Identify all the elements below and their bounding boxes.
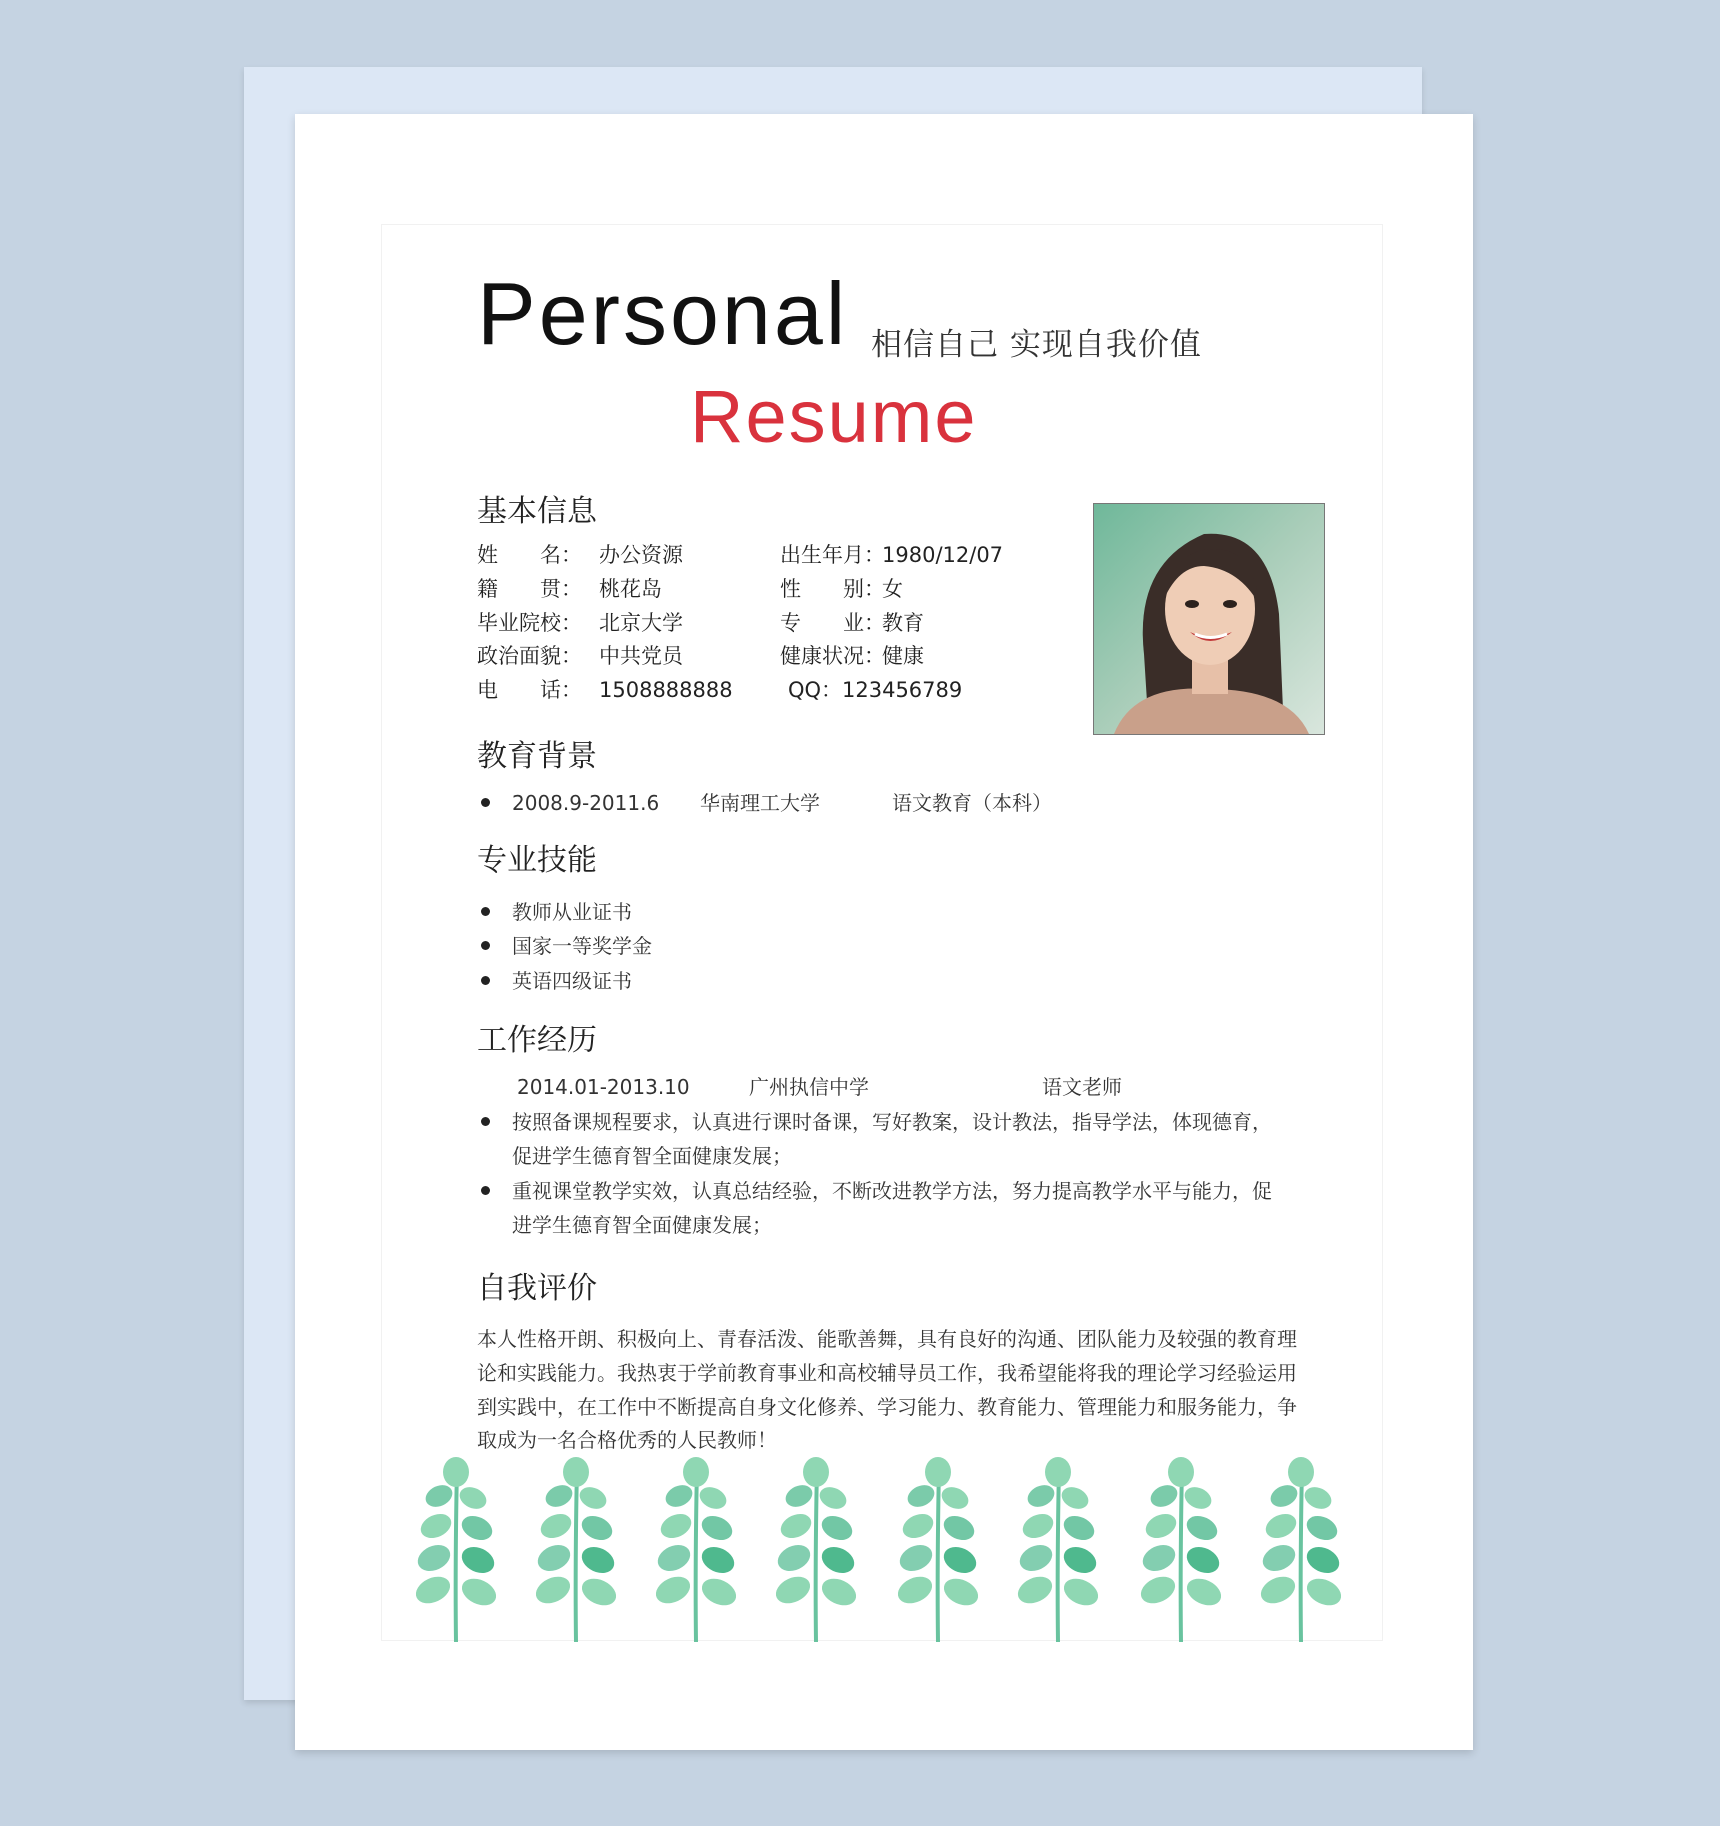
bullet-dot bbox=[481, 798, 490, 807]
info-value-origin: 桃花岛 bbox=[599, 577, 662, 601]
leaf-branch-icon bbox=[411, 1456, 501, 1642]
bullet-dot bbox=[481, 941, 490, 950]
work-duty-line: 按照备课规程要求，认真进行课时备课，写好教案，设计教法，指导学法，体现德育， bbox=[512, 1110, 1272, 1134]
self-eval-line: 到实践中，在工作中不断提高自身文化修养、学习能力、教育能力、管理能力和服务能力，争 bbox=[477, 1395, 1297, 1419]
self-eval-line: 论和实践能力。我热衷于学前教育事业和高校辅导员工作，我希望能将我的理论学习经验运用 bbox=[477, 1361, 1297, 1385]
bullet-dot bbox=[481, 1117, 490, 1126]
section-title-skills: 专业技能 bbox=[477, 843, 597, 878]
self-eval-line: 本人性格开朗、积极向上、青春活泼、能歌善舞，具有良好的沟通、团队能力及较强的教育理 bbox=[477, 1327, 1297, 1351]
info-label-health: 健康状况： bbox=[780, 644, 885, 668]
education-period: 2008.9-2011.6 bbox=[512, 791, 660, 815]
info-label-gender: 性 别： bbox=[780, 577, 885, 601]
bullet-dot bbox=[481, 907, 490, 916]
info-value-major: 教育 bbox=[882, 611, 924, 635]
info-value-birth: 1980/12/07 bbox=[882, 543, 1004, 567]
work-period: 2014.01-2013.10 bbox=[517, 1075, 690, 1099]
leaf-branch-icon bbox=[531, 1456, 621, 1642]
bullet-dot bbox=[481, 1186, 490, 1195]
section-title-work: 工作经历 bbox=[477, 1023, 597, 1058]
title-resume: Resume bbox=[690, 375, 978, 458]
skill-item: 教师从业证书 bbox=[512, 900, 632, 924]
work-duty-line: 重视课堂教学实效，认真总结经验，不断改进教学方法，努力提高教学水平与能力，促 bbox=[512, 1179, 1272, 1203]
work-position: 语文老师 bbox=[1042, 1075, 1122, 1099]
work-duty-line: 进学生德育智全面健康发展； bbox=[512, 1213, 772, 1237]
section-title-self-eval: 自我评价 bbox=[477, 1271, 597, 1306]
title-personal: Personal bbox=[477, 264, 849, 363]
info-value-political: 中共党员 bbox=[599, 644, 683, 668]
leaf-branch-icon bbox=[1256, 1456, 1346, 1642]
info-label-origin: 籍 贯： bbox=[477, 577, 582, 601]
leaf-branch-icon bbox=[771, 1456, 861, 1642]
section-title-education: 教育背景 bbox=[477, 739, 597, 774]
portrait-photo bbox=[1093, 503, 1325, 735]
work-duty-line: 促进学生德育智全面健康发展； bbox=[512, 1144, 792, 1168]
info-value-school: 北京大学 bbox=[599, 611, 683, 635]
info-value-health: 健康 bbox=[882, 644, 924, 668]
skill-item: 国家一等奖学金 bbox=[512, 934, 652, 958]
info-label-birth: 出生年月： bbox=[780, 543, 885, 567]
info-label-phone: 电 话： bbox=[477, 678, 582, 702]
bullet-dot bbox=[481, 976, 490, 985]
leaf-branch-icon bbox=[651, 1456, 741, 1642]
education-school: 华南理工大学 bbox=[700, 791, 820, 815]
info-label-major: 专 业： bbox=[780, 611, 885, 635]
skill-item: 英语四级证书 bbox=[512, 969, 632, 993]
info-value-qq: 123456789 bbox=[842, 678, 963, 702]
info-label-political: 政治面貌： bbox=[477, 644, 582, 668]
section-title-basic-info: 基本信息 bbox=[477, 494, 597, 529]
work-company: 广州执信中学 bbox=[749, 1075, 869, 1099]
info-label-qq: QQ： bbox=[788, 678, 843, 702]
leaf-branch-icon bbox=[1013, 1456, 1103, 1642]
info-label-name: 姓 名： bbox=[477, 543, 582, 567]
leaf-branch-icon bbox=[1136, 1456, 1226, 1642]
education-major: 语文教育（本科） bbox=[892, 791, 1052, 815]
info-value-name: 办公资源 bbox=[599, 543, 683, 567]
portrait-illustration bbox=[1094, 504, 1324, 734]
self-eval-line: 取成为一名合格优秀的人民教师！ bbox=[477, 1428, 777, 1452]
info-value-gender: 女 bbox=[882, 577, 903, 601]
slogan: 相信自己 实现自我价值 bbox=[871, 327, 1202, 363]
leaf-branch-icon bbox=[893, 1456, 983, 1642]
info-label-school: 毕业院校： bbox=[477, 611, 582, 635]
info-value-phone: 1508888888 bbox=[599, 678, 733, 702]
